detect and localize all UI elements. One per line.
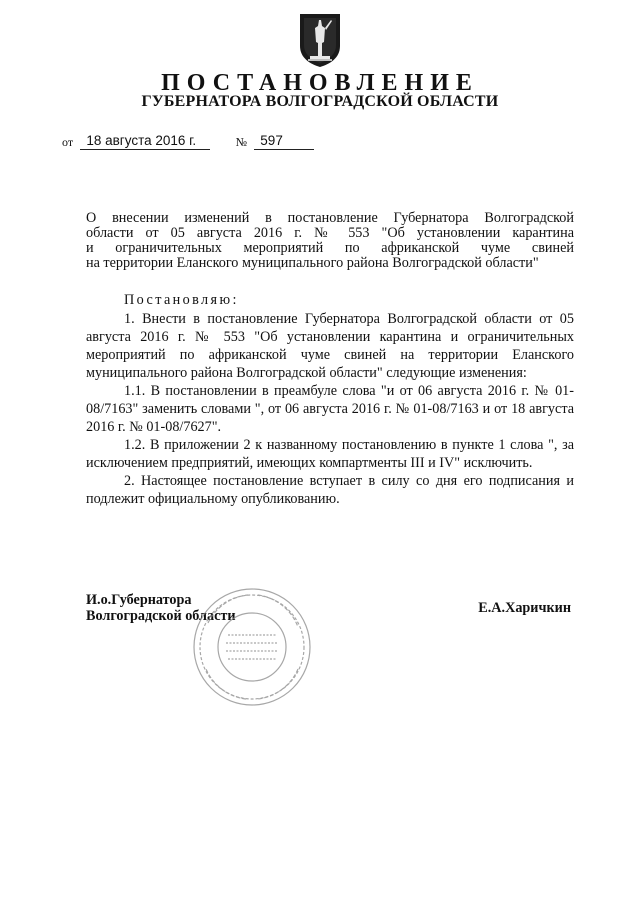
coat-of-arms-icon xyxy=(298,12,342,68)
document-body xyxy=(86,291,574,508)
signatory-title-line: И.о.Губернатора xyxy=(86,592,192,608)
official-seal-icon xyxy=(188,583,316,711)
document-subtitle: ГУБЕРНАТОРА ВОЛГОГРАДСКОЙ ОБЛАСТИ xyxy=(141,93,499,110)
paragraph-2: 2. Настоящее постановление вступает в силу со дня его подписания и подлежит официальному опубликованию. xyxy=(86,473,574,507)
document-date: 18 августа 2016 г. xyxy=(80,133,210,150)
subject-line: на территории Еланского муниципального района Волгоградской области" xyxy=(86,255,539,271)
date-number-line xyxy=(62,133,314,150)
document-subject xyxy=(86,211,574,271)
document-number: 597 xyxy=(254,133,314,150)
subject-line: О внесении изменений в постановление Губернатора Волгоградской xyxy=(86,210,574,226)
signatory-title-line: Волгоградской области xyxy=(86,608,236,624)
signatory-name: Е.А.Харичкин xyxy=(478,600,571,616)
number-label: № xyxy=(235,135,248,149)
paragraph-1: 1. Внести в постановление Губернатора Волгоградской области от 05 августа 2016 г. № 553 "Об установлении карантина и ограничительных мероприятий по африканской чуме свиней на территории Еланского муниципального района Волгоградской области" следующие изменения: xyxy=(86,311,574,381)
date-prefix-label: от xyxy=(62,135,74,149)
paragraph-1-2: 1.2. В приложении 2 к названному постановлению в пункте 1 слова ", за исключением предприятий, имеющих компартменты III и IV" исключить. xyxy=(86,437,574,471)
resolution-heading: Постановляю: xyxy=(124,292,239,308)
document-title: ПОСТАНОВЛЕНИЕ xyxy=(161,70,479,96)
subject-line: и ограничительных мероприятий по африканской чуме свиней xyxy=(86,240,574,256)
paragraph-1-1: 1.1. В постановлении в преамбуле слова "и от 06 августа 2016 г. № 01-08/7163" заменить словами ", от 06 августа 2016 г. № 01-08/7163 и от 18 августа 2016 г. № 01-08/7627". xyxy=(86,383,574,435)
subject-line: области от 05 августа 2016 г. № 553 "Об установлении карантина xyxy=(86,225,574,241)
